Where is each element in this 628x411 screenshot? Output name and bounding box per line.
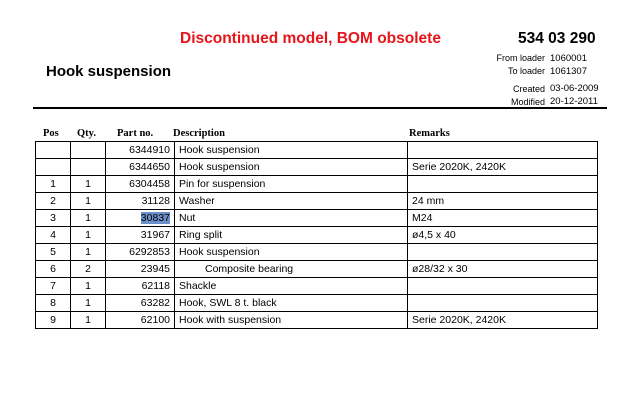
column-header-remarks: Remarks xyxy=(409,128,450,139)
row-part-number-text: 30837 xyxy=(140,212,170,224)
row-qty xyxy=(71,244,106,261)
modified-label: Modified xyxy=(510,97,545,107)
row-description-text: Hook with suspension xyxy=(179,314,282,326)
row-description-text: Nut xyxy=(179,212,196,224)
row-description-text: Hook, SWL 8 t. black xyxy=(179,297,277,309)
row-description xyxy=(175,193,408,210)
row-pos-text: 1 xyxy=(50,178,56,190)
row-description xyxy=(175,295,408,312)
row-description-text: Washer xyxy=(179,195,215,207)
table-row xyxy=(36,261,598,278)
table-row xyxy=(36,159,598,176)
row-remarks xyxy=(408,176,598,193)
row-pos xyxy=(36,244,71,261)
row-qty-text: 1 xyxy=(85,297,91,309)
row-remarks xyxy=(408,312,598,329)
row-qty xyxy=(71,295,106,312)
row-part-number xyxy=(106,295,175,312)
row-description-text: Ring split xyxy=(179,229,223,241)
row-remarks-text: M24 xyxy=(412,212,433,224)
row-remarks xyxy=(408,295,598,312)
column-header-part: Part no. xyxy=(117,128,154,139)
row-description xyxy=(175,176,408,193)
row-remarks xyxy=(408,159,598,176)
table-row xyxy=(36,176,598,193)
row-pos-text: 8 xyxy=(50,297,56,309)
to-loader-value: 1061307 xyxy=(550,66,587,77)
row-pos-text: 7 xyxy=(50,280,56,292)
row-qty-text: 2 xyxy=(85,263,91,275)
row-part-number-text: 6344650 xyxy=(129,161,170,173)
table-row xyxy=(36,227,598,244)
row-part-number xyxy=(106,278,175,295)
row-part-number-text: 6344910 xyxy=(129,144,170,156)
discontinued-notice: Discontinued model, BOM obsolete xyxy=(180,30,441,47)
row-remarks-text: ø4,5 x 40 xyxy=(412,229,456,241)
row-pos xyxy=(36,261,71,278)
row-qty-text: 1 xyxy=(85,246,91,258)
row-remarks xyxy=(408,210,598,227)
row-remarks xyxy=(408,244,598,261)
page-title: Hook suspension xyxy=(46,63,172,80)
row-description xyxy=(175,159,408,176)
table-row xyxy=(36,193,598,210)
row-part-number xyxy=(106,176,175,193)
row-pos-text: 3 xyxy=(50,212,56,224)
row-part-number xyxy=(106,142,175,159)
row-pos xyxy=(36,176,71,193)
row-description xyxy=(175,312,408,329)
row-qty-text: 1 xyxy=(85,280,91,292)
row-pos xyxy=(36,227,71,244)
row-qty xyxy=(71,312,106,329)
row-pos-text: 9 xyxy=(50,314,56,326)
row-part-number xyxy=(106,159,175,176)
row-pos xyxy=(36,210,71,227)
row-qty xyxy=(71,261,106,278)
row-remarks-text: 24 mm xyxy=(412,195,445,207)
row-description xyxy=(175,278,408,295)
row-part-number-text: 31967 xyxy=(140,229,170,241)
from-loader-label: From loader xyxy=(496,53,545,63)
row-remarks-text: Serie 2020K, 2420K xyxy=(412,314,506,326)
row-part-number xyxy=(106,210,175,227)
row-description xyxy=(175,210,408,227)
row-pos-text: 5 xyxy=(50,246,56,258)
row-part-number xyxy=(106,244,175,261)
row-description-text: Hook suspension xyxy=(179,144,260,156)
row-qty-text: 1 xyxy=(85,195,91,207)
row-part-number xyxy=(106,261,175,278)
row-pos xyxy=(36,142,71,159)
table-row xyxy=(36,244,598,261)
from-loader-value: 1060001 xyxy=(550,53,587,64)
row-description-text: Hook suspension xyxy=(179,161,260,173)
row-remarks xyxy=(408,142,598,159)
row-qty-text: 1 xyxy=(85,178,91,190)
bom-table xyxy=(35,141,598,329)
table-row xyxy=(36,142,598,159)
row-part-number xyxy=(106,312,175,329)
row-qty xyxy=(71,159,106,176)
row-qty xyxy=(71,210,106,227)
table-row xyxy=(36,210,598,227)
row-description xyxy=(175,261,408,278)
row-qty xyxy=(71,176,106,193)
row-part-number-text: 62118 xyxy=(141,280,170,292)
column-header-description: Description xyxy=(173,128,225,139)
row-part-number-text: 23945 xyxy=(140,263,170,275)
row-description-text: Pin for suspension xyxy=(179,178,266,190)
row-pos xyxy=(36,193,71,210)
row-description xyxy=(175,142,408,159)
row-remarks-text: Serie 2020K, 2420K xyxy=(412,161,506,173)
row-qty-text: 1 xyxy=(85,314,91,326)
column-header-pos: Pos xyxy=(43,128,59,139)
row-pos xyxy=(36,312,71,329)
table-row xyxy=(36,278,598,295)
column-header-qty: Qty. xyxy=(77,128,96,139)
row-part-number-text: 62100 xyxy=(140,314,170,326)
row-qty xyxy=(71,142,106,159)
row-pos-text: 4 xyxy=(50,229,56,241)
modified-value: 20-12-2011 xyxy=(550,96,598,107)
row-description-text: Composite bearing xyxy=(205,263,294,275)
row-part-number-text: 31128 xyxy=(141,195,170,207)
row-description xyxy=(175,244,408,261)
row-qty xyxy=(71,227,106,244)
table-row xyxy=(36,295,598,312)
row-qty xyxy=(71,278,106,295)
document-number: 534 03 290 xyxy=(518,30,596,47)
row-remarks xyxy=(408,261,598,278)
row-part-number-text: 6292853 xyxy=(129,246,170,258)
created-label: Created xyxy=(512,84,545,94)
row-pos-text: 6 xyxy=(50,263,56,275)
row-remarks xyxy=(408,227,598,244)
row-pos xyxy=(36,159,71,176)
row-remarks xyxy=(408,278,598,295)
to-loader-label: To loader xyxy=(507,66,545,76)
row-description-text: Shackle xyxy=(179,280,217,292)
row-pos-text: 2 xyxy=(50,195,56,207)
header-divider xyxy=(33,107,607,109)
row-part-number xyxy=(106,227,175,244)
row-qty-text: 1 xyxy=(85,229,91,241)
row-description xyxy=(175,227,408,244)
row-remarks-text: ø28/32 x 30 xyxy=(412,263,468,275)
row-pos xyxy=(36,295,71,312)
created-value: 03-06-2009 xyxy=(550,83,599,94)
row-description-text: Hook suspension xyxy=(179,246,260,258)
table-row xyxy=(36,312,598,329)
row-qty-text: 1 xyxy=(85,212,91,224)
row-part-number xyxy=(106,193,175,210)
row-remarks xyxy=(408,193,598,210)
row-part-number-text: 6304458 xyxy=(129,178,170,190)
row-qty xyxy=(71,193,106,210)
row-part-number-text: 63282 xyxy=(140,297,170,309)
row-pos xyxy=(36,278,71,295)
